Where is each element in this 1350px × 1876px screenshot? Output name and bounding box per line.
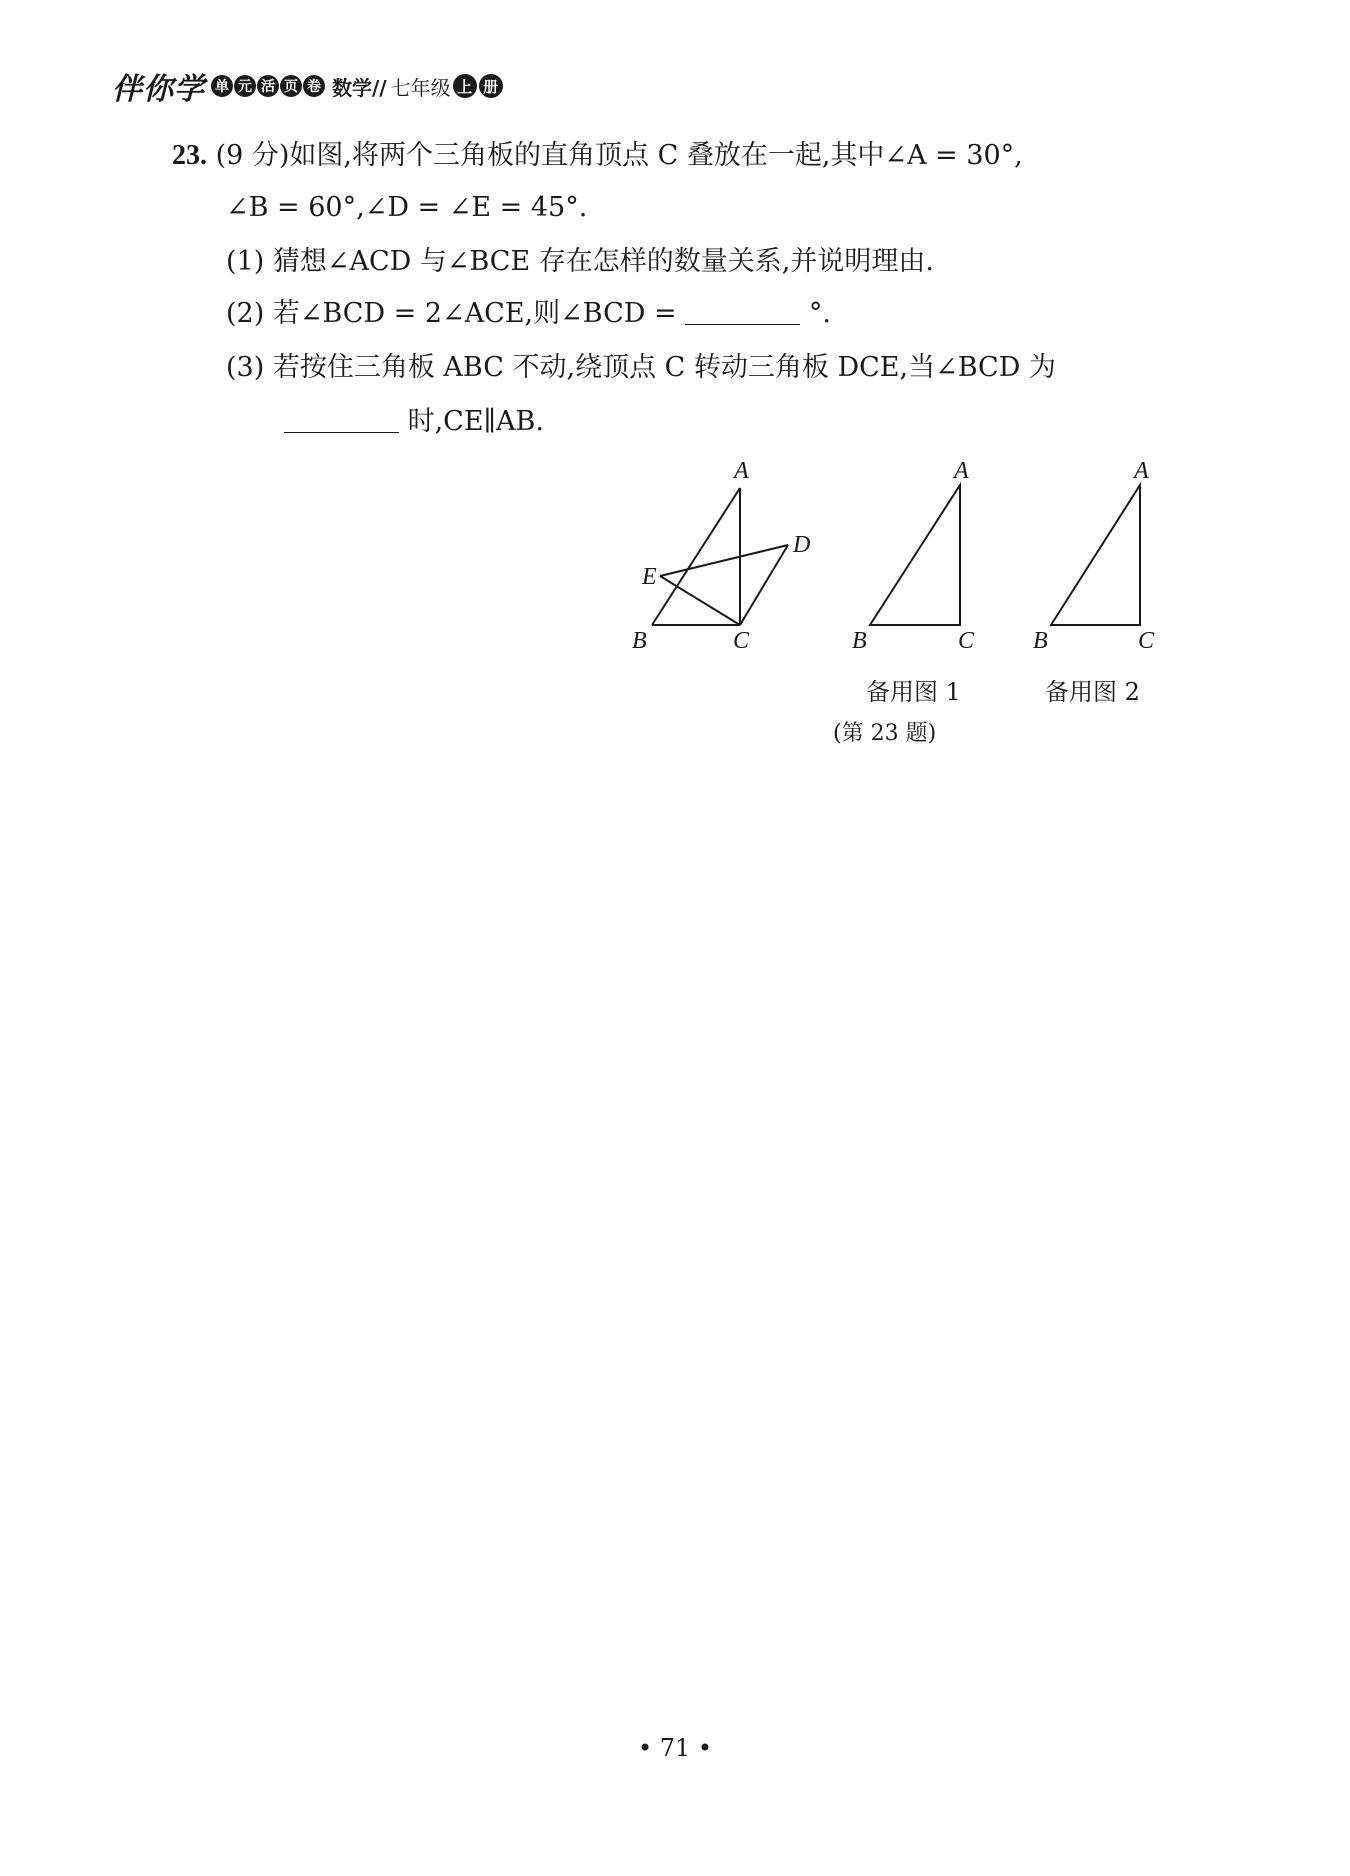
- series-badge: 活: [257, 75, 279, 97]
- part2-suffix: °.: [808, 298, 831, 329]
- segment-AB: [652, 488, 740, 625]
- spare-caption-1: 备用图 1: [866, 678, 961, 706]
- triangle-ABC: [870, 485, 960, 625]
- label-C: C: [1138, 628, 1155, 654]
- question-line-2: ∠B = 60°,∠D = ∠E = 45°.: [226, 192, 588, 223]
- label-B: B: [852, 628, 867, 654]
- spare-figure-1: [870, 485, 960, 625]
- question-number: 23.: [172, 140, 207, 171]
- geometry-figures: [0, 0, 1350, 760]
- volume-badge: 上: [453, 74, 477, 98]
- series-badge: 单: [211, 75, 233, 97]
- series-badge: 元: [234, 75, 256, 97]
- segment-EC: [660, 576, 740, 625]
- label-E: E: [642, 564, 657, 590]
- label-B: B: [1033, 628, 1048, 654]
- label-C: C: [733, 628, 750, 654]
- label-C: C: [958, 628, 975, 654]
- series-badge: 卷: [303, 75, 325, 97]
- spare-figure-2: [1051, 485, 1140, 625]
- figure-caption: (第 23 题): [833, 721, 937, 746]
- question-part-3: (3) 若按住三角板 ABC 不动,绕顶点 C 转动三角板 DCE,当∠BCD 为: [226, 352, 1056, 383]
- series-badge: 页: [280, 75, 302, 97]
- subject-label: 数学//: [332, 75, 387, 100]
- part3-suffix: 时,CE∥AB.: [407, 406, 544, 437]
- question-part-1: (1) 猜想∠ACD 与∠BCE 存在怎样的数量关系,并说明理由.: [226, 246, 934, 277]
- segment-DC: [740, 545, 788, 625]
- triangle-ABC: [1051, 485, 1140, 625]
- label-A: A: [1134, 458, 1149, 484]
- brand-title: 伴你学: [112, 72, 205, 107]
- segment-ED: [660, 545, 788, 576]
- label-B: B: [632, 628, 647, 654]
- main-figure: [652, 488, 788, 625]
- part2-prefix: (2) 若∠BCD = 2∠ACE,则∠BCD =: [226, 298, 677, 329]
- spare-caption-2: 备用图 2: [1045, 678, 1140, 706]
- page-number: • 71 •: [637, 1734, 713, 1762]
- grade-label: 七年级: [390, 75, 451, 100]
- label-A: A: [954, 458, 969, 484]
- book-badge: 册: [479, 74, 503, 98]
- label-A: A: [734, 458, 749, 484]
- question-stem: (9 分)如图,将两个三角板的直角顶点 C 叠放在一起,其中∠A = 30°,: [215, 140, 1023, 171]
- label-D: D: [793, 532, 811, 558]
